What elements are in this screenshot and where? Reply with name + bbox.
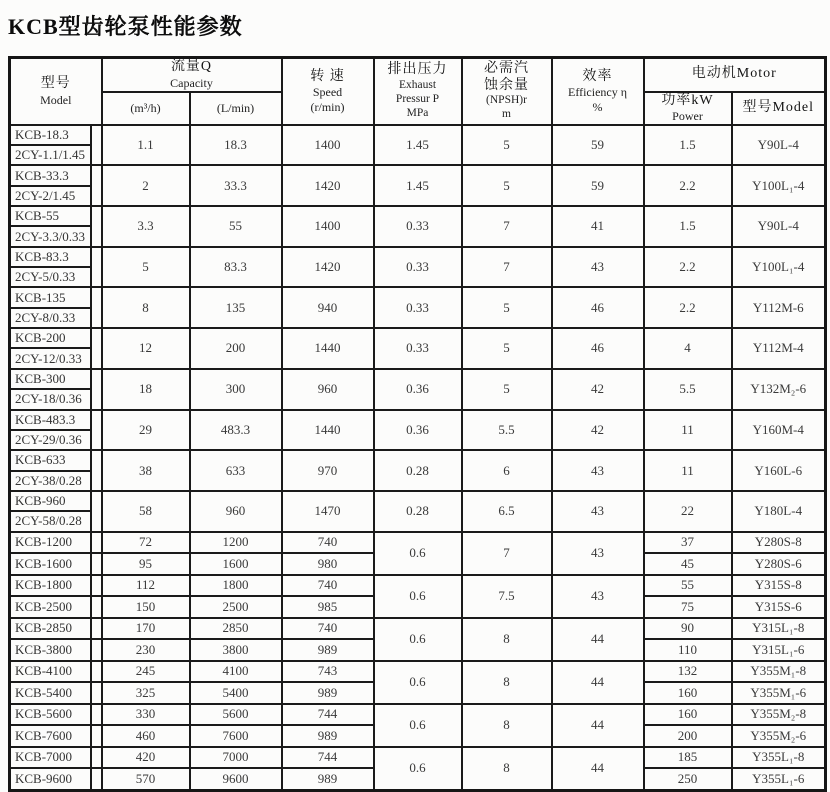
cell-motor: Y280S-6 xyxy=(732,553,826,575)
model-label: 2CY-5/0.33 xyxy=(11,266,92,286)
cell-m3h: 170 xyxy=(102,618,190,640)
cell-lmin: 18.3 xyxy=(190,125,282,166)
cell-lmin: 633 xyxy=(190,450,282,491)
model-label: KCB-483.3 xyxy=(11,411,92,429)
cell-motor: Y100L₁-4 xyxy=(732,247,826,288)
cell-m3h: 245 xyxy=(102,661,190,683)
cell-model xyxy=(10,596,102,618)
header-speed: 转 速 Speed (r/min) xyxy=(282,58,374,125)
cell-lmin: 1800 xyxy=(190,575,282,597)
cell-npsh: 8 xyxy=(462,747,552,791)
pump-performance-table xyxy=(8,56,827,792)
cell-power: 110 xyxy=(644,639,732,661)
cell-power: 22 xyxy=(644,491,732,532)
cell-speed: 744 xyxy=(282,704,374,726)
cell-speed: 989 xyxy=(282,682,374,704)
cell-npsh: 5 xyxy=(462,165,552,206)
cell-power: 11 xyxy=(644,410,732,451)
model-label: KCB-300 xyxy=(11,370,92,388)
cell-lmin: 33.3 xyxy=(190,165,282,206)
cell-model xyxy=(10,165,102,206)
cell-power: 160 xyxy=(644,682,732,704)
cell-motor: Y315L₁-8 xyxy=(732,618,826,640)
cell-power: 1.5 xyxy=(644,206,732,247)
pump-row xyxy=(10,369,826,410)
cell-motor: Y355M₂-6 xyxy=(732,725,826,747)
cell-motor: Y90L-4 xyxy=(732,125,826,166)
cell-model xyxy=(10,661,102,683)
model-label: 2CY-8/0.33 xyxy=(11,307,92,327)
cell-motor: Y280S-8 xyxy=(732,532,826,554)
model-label: 2CY-29/0.36 xyxy=(11,429,92,449)
model-label: KCB-55 xyxy=(11,207,92,225)
cell-power: 132 xyxy=(644,661,732,683)
cell-speed: 980 xyxy=(282,553,374,575)
pump-row xyxy=(10,450,826,491)
cell-model xyxy=(10,747,102,769)
model-box-wrap xyxy=(11,451,101,490)
pump-row xyxy=(10,247,826,288)
cell-motor: Y315L₁-6 xyxy=(732,639,826,661)
cell-m3h: 2 xyxy=(102,165,190,206)
cell-npsh: 5 xyxy=(462,125,552,166)
header-unit-lmin: (L/min) xyxy=(190,92,282,125)
model-box-wrap xyxy=(11,166,101,205)
model-label: KCB-18.3 xyxy=(11,126,92,144)
cell-speed: 989 xyxy=(282,768,374,790)
cell-npsh: 6 xyxy=(462,450,552,491)
cell-motor: Y90L-4 xyxy=(732,206,826,247)
cell-model xyxy=(10,369,102,410)
header-npsh: 必需汽 蚀余量 (NPSH)r m xyxy=(462,58,552,125)
header-motor-model: 型号Model xyxy=(732,92,826,125)
model-label: 2CY-12/0.33 xyxy=(11,347,92,367)
model-label: KCB-135 xyxy=(11,288,92,306)
model-box-wrap xyxy=(11,705,101,725)
cell-lmin: 3800 xyxy=(190,639,282,661)
model-label: KCB-2850 xyxy=(11,619,92,639)
cell-motor: Y355M₁-6 xyxy=(732,682,826,704)
model-label: 2CY-1.1/1.45 xyxy=(11,144,92,164)
cell-model xyxy=(10,206,102,247)
cell-m3h: 420 xyxy=(102,747,190,769)
cell-efficiency: 43 xyxy=(552,247,644,288)
cell-lmin: 7000 xyxy=(190,747,282,769)
cell-pressure: 0.6 xyxy=(374,661,462,704)
cell-pressure: 0.36 xyxy=(374,369,462,410)
cell-m3h: 29 xyxy=(102,410,190,451)
model-box-wrap xyxy=(11,748,101,768)
cell-speed: 1400 xyxy=(282,206,374,247)
model-label: KCB-1800 xyxy=(11,576,92,596)
header-motor: 电动机Motor xyxy=(644,58,826,92)
model-box-wrap xyxy=(11,769,101,789)
pump-row xyxy=(10,206,826,247)
cell-m3h: 95 xyxy=(102,553,190,575)
cell-power: 200 xyxy=(644,725,732,747)
cell-npsh: 6.5 xyxy=(462,491,552,532)
cell-motor: Y355M₂-8 xyxy=(732,704,826,726)
cell-lmin: 5600 xyxy=(190,704,282,726)
model-label: 2CY-38/0.28 xyxy=(11,470,92,490)
model-label: 2CY-3.3/0.33 xyxy=(11,225,92,245)
cell-efficiency: 59 xyxy=(552,125,644,166)
cell-model xyxy=(10,639,102,661)
cell-power: 55 xyxy=(644,575,732,597)
cell-speed: 1440 xyxy=(282,328,374,369)
header-capacity xyxy=(102,58,282,92)
cell-pressure: 0.28 xyxy=(374,450,462,491)
model-label: KCB-3800 xyxy=(11,640,92,660)
cell-efficiency: 44 xyxy=(552,747,644,791)
cell-lmin: 2850 xyxy=(190,618,282,640)
cell-power: 2.2 xyxy=(644,165,732,206)
header-pressure: 排出压力 Exhaust Pressur P MPa xyxy=(374,58,462,125)
cell-speed: 970 xyxy=(282,450,374,491)
pump-row xyxy=(10,618,826,640)
cell-model xyxy=(10,725,102,747)
cell-npsh: 7 xyxy=(462,206,552,247)
cell-m3h: 5 xyxy=(102,247,190,288)
cell-npsh: 7.5 xyxy=(462,575,552,618)
model-label: 2CY-2/1.45 xyxy=(11,185,92,205)
cell-m3h: 112 xyxy=(102,575,190,597)
model-label: KCB-200 xyxy=(11,329,92,347)
model-box-wrap xyxy=(11,492,101,531)
model-box-wrap xyxy=(11,640,101,660)
cell-m3h: 230 xyxy=(102,639,190,661)
cell-pressure: 0.6 xyxy=(374,747,462,791)
cell-efficiency: 44 xyxy=(552,661,644,704)
model-box-wrap xyxy=(11,726,101,746)
cell-efficiency: 59 xyxy=(552,165,644,206)
cell-efficiency: 43 xyxy=(552,532,644,575)
header-model-en: Model xyxy=(40,92,72,107)
page-title: KCB型齿轮泵性能参数 xyxy=(8,14,243,39)
cell-pressure: 0.33 xyxy=(374,206,462,247)
cell-m3h: 38 xyxy=(102,450,190,491)
cell-m3h: 325 xyxy=(102,682,190,704)
cell-lmin: 83.3 xyxy=(190,247,282,288)
cell-pressure: 0.36 xyxy=(374,410,462,451)
cell-speed: 985 xyxy=(282,596,374,618)
cell-pressure: 1.45 xyxy=(374,165,462,206)
cell-efficiency: 43 xyxy=(552,575,644,618)
cell-motor: Y160L-6 xyxy=(732,450,826,491)
cell-motor: Y112M-6 xyxy=(732,287,826,328)
cell-lmin: 300 xyxy=(190,369,282,410)
model-box-wrap xyxy=(11,370,101,409)
model-label: KCB-5600 xyxy=(11,705,92,725)
model-box-wrap xyxy=(11,248,101,287)
cell-lmin: 2500 xyxy=(190,596,282,618)
model-label: KCB-9600 xyxy=(11,769,92,789)
model-label: 2CY-18/0.36 xyxy=(11,388,92,408)
cell-power: 185 xyxy=(644,747,732,769)
cell-power: 2.2 xyxy=(644,247,732,288)
cell-power: 2.2 xyxy=(644,287,732,328)
cell-speed: 1420 xyxy=(282,165,374,206)
cell-pressure: 0.28 xyxy=(374,491,462,532)
header-capacity-zh: 流量Q xyxy=(170,59,213,75)
pump-row xyxy=(10,491,826,532)
model-label: KCB-4100 xyxy=(11,662,92,682)
cell-model xyxy=(10,491,102,532)
cell-speed: 1470 xyxy=(282,491,374,532)
cell-npsh: 7 xyxy=(462,247,552,288)
model-label: KCB-2500 xyxy=(11,597,92,617)
cell-pressure: 0.33 xyxy=(374,247,462,288)
pump-row xyxy=(10,747,826,769)
cell-model xyxy=(10,553,102,575)
pump-row xyxy=(10,287,826,328)
cell-efficiency: 43 xyxy=(552,450,644,491)
cell-m3h: 12 xyxy=(102,328,190,369)
cell-motor: Y315S-6 xyxy=(732,596,826,618)
pump-row xyxy=(10,575,826,597)
cell-efficiency: 44 xyxy=(552,704,644,747)
cell-model xyxy=(10,450,102,491)
cell-speed: 740 xyxy=(282,575,374,597)
cell-power: 75 xyxy=(644,596,732,618)
cell-efficiency: 43 xyxy=(552,491,644,532)
cell-power: 11 xyxy=(644,450,732,491)
model-box-wrap xyxy=(11,329,101,368)
cell-m3h: 58 xyxy=(102,491,190,532)
cell-pressure: 0.6 xyxy=(374,532,462,575)
cell-motor: Y355L₁-8 xyxy=(732,747,826,769)
cell-pressure: 0.6 xyxy=(374,618,462,661)
cell-lmin: 200 xyxy=(190,328,282,369)
cell-efficiency: 42 xyxy=(552,369,644,410)
model-label: KCB-5400 xyxy=(11,683,92,703)
cell-pressure: 0.33 xyxy=(374,328,462,369)
cell-npsh: 8 xyxy=(462,661,552,704)
cell-motor: Y100L₁-4 xyxy=(732,165,826,206)
cell-m3h: 460 xyxy=(102,725,190,747)
cell-pressure: 0.6 xyxy=(374,704,462,747)
cell-model xyxy=(10,682,102,704)
cell-lmin: 9600 xyxy=(190,768,282,790)
pump-row xyxy=(10,532,826,554)
model-box-wrap xyxy=(11,597,101,617)
model-label: KCB-1200 xyxy=(11,533,92,553)
cell-speed: 1400 xyxy=(282,125,374,166)
pump-row xyxy=(10,125,826,166)
cell-motor: Y355M₁-8 xyxy=(732,661,826,683)
cell-model xyxy=(10,247,102,288)
cell-speed: 989 xyxy=(282,639,374,661)
header-model xyxy=(10,58,102,125)
cell-speed: 1420 xyxy=(282,247,374,288)
header-unit-m3h: (m³/h) xyxy=(102,92,190,125)
cell-efficiency: 46 xyxy=(552,328,644,369)
pump-row xyxy=(10,165,826,206)
cell-speed: 743 xyxy=(282,661,374,683)
cell-power: 250 xyxy=(644,768,732,790)
cell-npsh: 5 xyxy=(462,287,552,328)
cell-model xyxy=(10,287,102,328)
model-box-wrap xyxy=(11,554,101,574)
cell-m3h: 3.3 xyxy=(102,206,190,247)
cell-pressure: 0.6 xyxy=(374,575,462,618)
cell-motor: Y355L₁-6 xyxy=(732,768,826,790)
cell-lmin: 1200 xyxy=(190,532,282,554)
cell-npsh: 7 xyxy=(462,532,552,575)
cell-lmin: 5400 xyxy=(190,682,282,704)
cell-speed: 1440 xyxy=(282,410,374,451)
cell-m3h: 150 xyxy=(102,596,190,618)
model-label: KCB-7600 xyxy=(11,726,92,746)
model-box-wrap xyxy=(11,662,101,682)
header-efficiency: 效率 Efficiency η % xyxy=(552,58,644,125)
pump-row xyxy=(10,661,826,683)
cell-npsh: 8 xyxy=(462,618,552,661)
cell-power: 90 xyxy=(644,618,732,640)
cell-model xyxy=(10,410,102,451)
cell-npsh: 5 xyxy=(462,328,552,369)
cell-model xyxy=(10,125,102,166)
cell-lmin: 483.3 xyxy=(190,410,282,451)
cell-npsh: 5.5 xyxy=(462,410,552,451)
cell-model xyxy=(10,618,102,640)
cell-model xyxy=(10,575,102,597)
cell-model xyxy=(10,704,102,726)
pump-row xyxy=(10,328,826,369)
model-label: KCB-960 xyxy=(11,492,92,510)
cell-m3h: 72 xyxy=(102,532,190,554)
cell-power: 1.5 xyxy=(644,125,732,166)
cell-motor: Y315S-8 xyxy=(732,575,826,597)
cell-speed: 960 xyxy=(282,369,374,410)
header-model-zh: 型号 xyxy=(40,75,71,91)
cell-power: 37 xyxy=(644,532,732,554)
header-capacity-en: Capacity xyxy=(170,75,213,90)
cell-speed: 989 xyxy=(282,725,374,747)
pump-row xyxy=(10,704,826,726)
model-label: KCB-33.3 xyxy=(11,166,92,184)
model-box-wrap xyxy=(11,619,101,639)
cell-power: 4 xyxy=(644,328,732,369)
cell-m3h: 1.1 xyxy=(102,125,190,166)
cell-npsh: 8 xyxy=(462,704,552,747)
cell-motor: Y180L-4 xyxy=(732,491,826,532)
cell-npsh: 5 xyxy=(462,369,552,410)
cell-efficiency: 41 xyxy=(552,206,644,247)
cell-speed: 740 xyxy=(282,532,374,554)
model-label: KCB-633 xyxy=(11,451,92,469)
cell-lmin: 1600 xyxy=(190,553,282,575)
cell-lmin: 7600 xyxy=(190,725,282,747)
cell-m3h: 570 xyxy=(102,768,190,790)
model-label: KCB-83.3 xyxy=(11,248,92,266)
cell-motor: Y132M₂-6 xyxy=(732,369,826,410)
cell-power: 5.5 xyxy=(644,369,732,410)
cell-m3h: 330 xyxy=(102,704,190,726)
model-box-wrap xyxy=(11,533,101,553)
model-box-wrap xyxy=(11,288,101,327)
model-box-wrap xyxy=(11,411,101,450)
model-box-wrap xyxy=(11,576,101,596)
cell-lmin: 135 xyxy=(190,287,282,328)
cell-speed: 740 xyxy=(282,618,374,640)
cell-efficiency: 42 xyxy=(552,410,644,451)
cell-efficiency: 46 xyxy=(552,287,644,328)
cell-m3h: 8 xyxy=(102,287,190,328)
model-label: 2CY-58/0.28 xyxy=(11,510,92,530)
cell-lmin: 4100 xyxy=(190,661,282,683)
cell-power: 160 xyxy=(644,704,732,726)
cell-power: 45 xyxy=(644,553,732,575)
cell-speed: 744 xyxy=(282,747,374,769)
cell-efficiency: 44 xyxy=(552,618,644,661)
cell-m3h: 18 xyxy=(102,369,190,410)
model-box-wrap xyxy=(11,126,101,165)
cell-model xyxy=(10,328,102,369)
model-label: KCB-7000 xyxy=(11,748,92,768)
model-box-wrap xyxy=(11,207,101,246)
cell-lmin: 960 xyxy=(190,491,282,532)
header-row-groups xyxy=(10,58,826,92)
cell-model xyxy=(10,768,102,790)
cell-speed: 940 xyxy=(282,287,374,328)
header-motor-power: 功率kW Power xyxy=(644,92,732,125)
cell-motor: Y160M-4 xyxy=(732,410,826,451)
cell-pressure: 1.45 xyxy=(374,125,462,166)
cell-lmin: 55 xyxy=(190,206,282,247)
cell-pressure: 0.33 xyxy=(374,287,462,328)
model-label: KCB-1600 xyxy=(11,554,92,574)
model-box-wrap xyxy=(11,683,101,703)
pump-row xyxy=(10,410,826,451)
cell-motor: Y112M-4 xyxy=(732,328,826,369)
cell-model xyxy=(10,532,102,554)
